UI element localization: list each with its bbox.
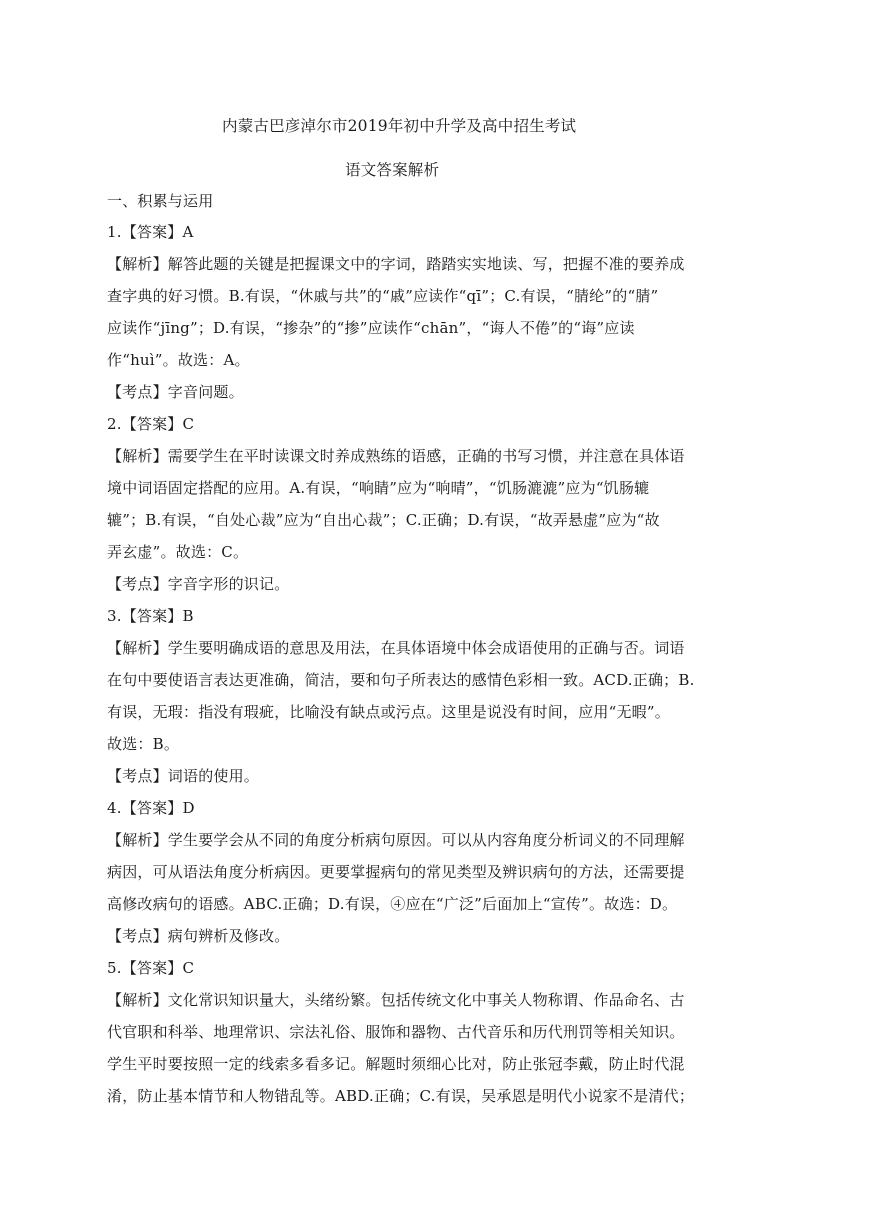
document-subtitle: 语文答案解析 <box>345 161 440 179</box>
analysis-line: 查字典的好习惯。B.有误，“休戚与共”的“戚”应读作“qī”；C.有误，“腈纶”的“腈” <box>107 287 659 305</box>
analysis-line: 【解析】需要学生在平时读课文时养成熟练的语感，正确的书写习惯，并注意在具体语 <box>107 447 685 465</box>
analysis-line: 在句中要使语言表达更准确，简洁，要和句子所表达的感情色彩相一致。ACD.正确；B. <box>107 671 695 689</box>
analysis-line: 辘”；B.有误，“自处心裁”应为“自出心裁”；C.正确；D.有误，“故弄悬虚”应为“故 <box>107 511 660 529</box>
analysis-line: 病因，可从语法角度分析病因。更要掌握病句的常见类型及辨识病句的方法，还需要提 <box>107 863 685 881</box>
analysis-line: 高修改病句的语感。ABC.正确；D.有误，④应在“广泛”后面加上“宣传”。故选：D。 <box>107 895 678 913</box>
analysis-line: 作“huì”。故选：A。 <box>107 351 250 369</box>
analysis-line: 学生平时要按照一定的线索多看多记。解题时须细心比对，防止张冠李戴，防止时代混 <box>107 1055 685 1073</box>
topic-line: 【考点】词语的使用。 <box>107 767 260 785</box>
answer-line: 3.【答案】B <box>107 607 194 625</box>
answer-line: 1.【答案】A <box>107 223 194 241</box>
analysis-line: 【解析】学生要学会从不同的角度分析病句原因。可以从内容角度分析词义的不同理解 <box>107 831 685 849</box>
section-heading: 一、积累与运用 <box>107 192 214 210</box>
document-title: 内蒙古巴彦淖尔市2019年初中升学及高中招生考试 <box>222 117 577 135</box>
topic-line: 【考点】病句辨析及修改。 <box>107 927 290 945</box>
analysis-line: 境中词语固定搭配的应用。A.有误，“响睛”应为“响晴”，“饥肠漉漉”应为“饥肠辘 <box>107 479 650 497</box>
analysis-line: 故选：B。 <box>107 735 180 753</box>
topic-line: 【考点】字音字形的识记。 <box>107 575 290 593</box>
analysis-line: 【解析】文化常识知识量大，头绪纷繁。包括传统文化中事关人物称谓、作品命名、古 <box>107 991 685 1009</box>
answer-line: 5.【答案】C <box>107 959 195 977</box>
analysis-line: 【解析】学生要明确成语的意思及用法，在具体语境中体会成语使用的正确与否。词语 <box>107 639 685 657</box>
answer-line: 4.【答案】D <box>107 799 195 817</box>
topic-line: 【考点】字音问题。 <box>107 383 244 401</box>
analysis-line: 淆，防止基本情节和人物错乱等。ABD.正确；C.有误，吴承恩是明代小说家不是清代； <box>107 1087 695 1105</box>
analysis-line: 弄玄虚”。故选：C。 <box>107 543 249 561</box>
analysis-line: 【解析】解答此题的关键是把握课文中的字词，踏踏实实地读、写，把握不准的要养成 <box>107 255 685 273</box>
analysis-line: 代官职和科举、地理常识、宗法礼俗、服饰和器物、古代音乐和历代刑罚等相关知识。 <box>107 1023 685 1041</box>
answer-line: 2.【答案】C <box>107 415 195 433</box>
analysis-line: 应读作“jīng”；D.有误，“掺杂”的“掺”应读作“chān”，“诲人不倦”的“诲”应读 <box>107 319 635 337</box>
analysis-line: 有误，无瑕：指没有瑕疵，比喻没有缺点或污点。这里是说没有时间，应用“无暇”。 <box>107 703 670 721</box>
